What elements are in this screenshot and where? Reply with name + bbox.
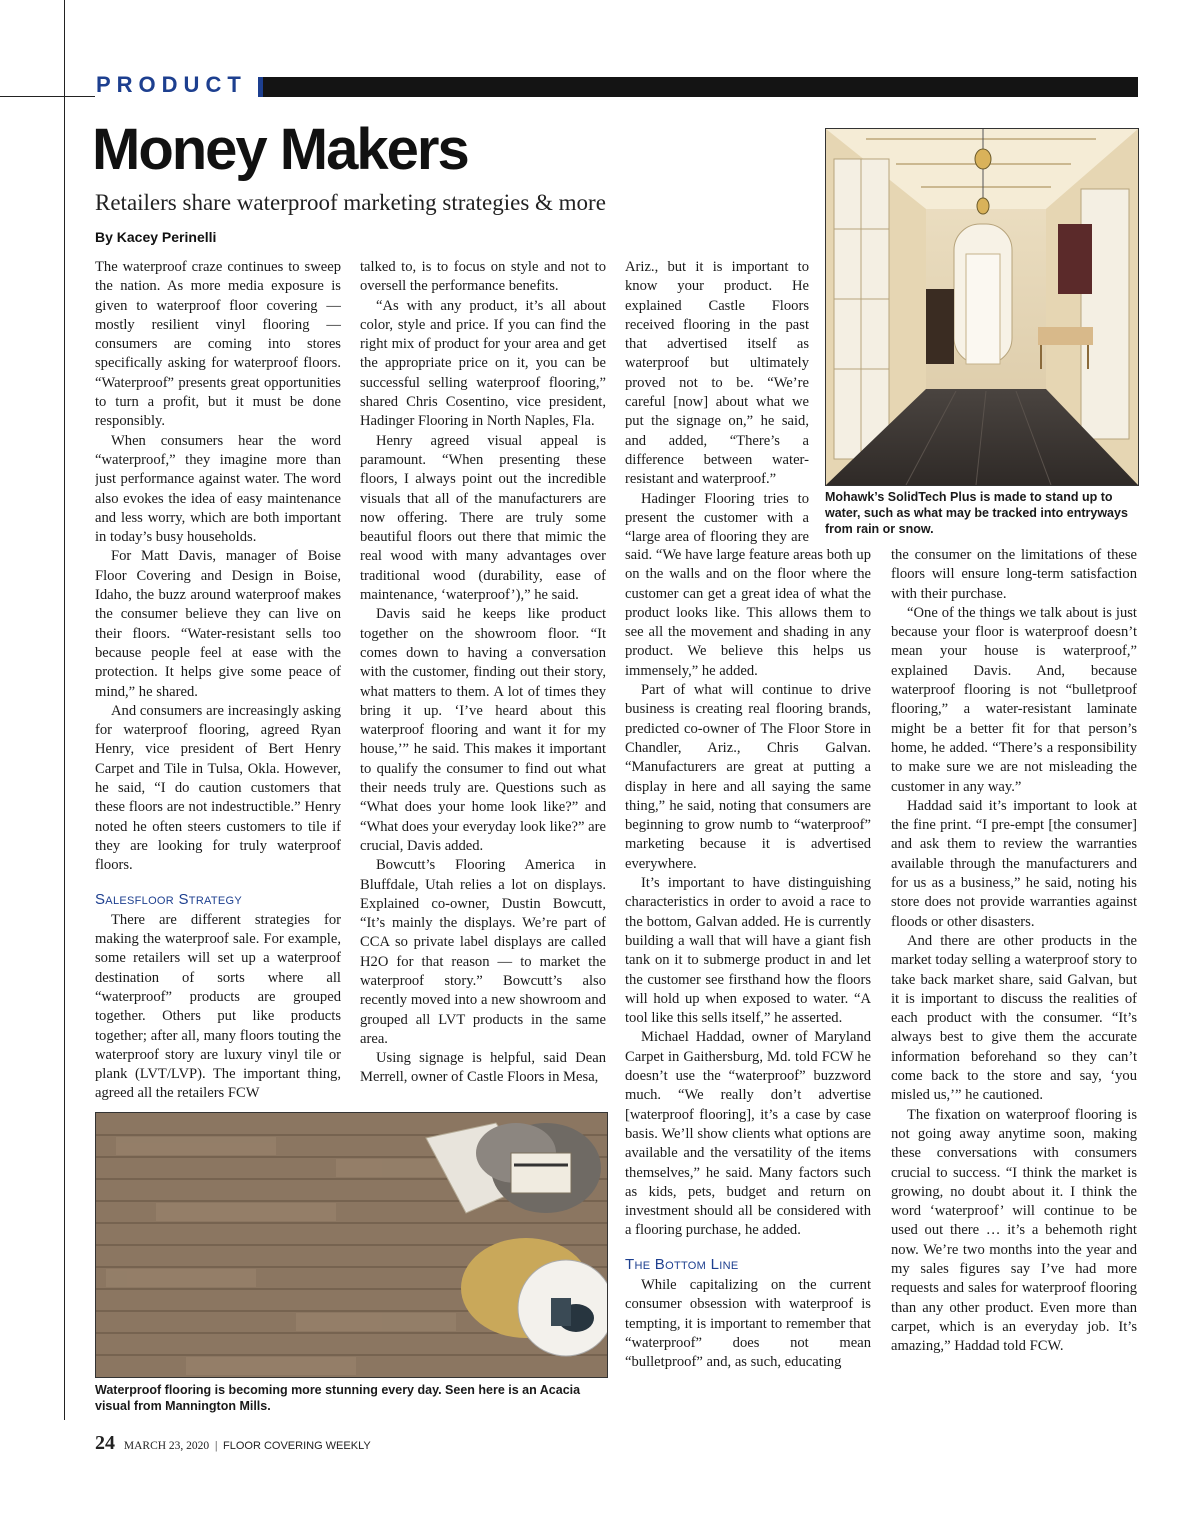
hallway-caption: Mohawk’s SolidTech Plus is made to stand up to water, such as what may be tracked into entryways from rain or snow. xyxy=(825,490,1128,536)
floor-photo xyxy=(95,1112,608,1378)
publication-name: FLOOR COVERING WEEKLY xyxy=(223,1440,371,1452)
byline: By Kacey Perinelli xyxy=(95,229,217,245)
paragraph: Ariz., but it is important to know your product. He explained Castle Floors received flooring in the past that advertised itself as waterproof but ultimately proved not to be. “We’re careful [now] about what we put the signage on,” he said, and added, “There’s a difference between water-resistant and waterproof.” xyxy=(625,259,809,488)
paragraph: Part of what will continue to drive business is creating real flooring brands, predicted co-owner of The Floor Store in Chandler, Ariz., Chris Galvan. “Manufacturers are great at putting a display in here and all saying the same thing,” he said, noting that consumers are beginning to grow numb to “waterproof” marketing because it is advertised everywhere. xyxy=(625,682,871,872)
column-1 xyxy=(95,258,341,1108)
page-folio xyxy=(95,1432,371,1455)
section-bar-accent xyxy=(258,77,263,97)
column-3 xyxy=(625,546,871,1416)
paragraph: It’s important to have distinguishing characteristics in order to avoid a race to the bottom, Galvan added. He is currently building a wall that will have a giant fish tank on it to submerge product in and let the customer see firsthand how the floors will hold up when exposed to water. “A tool like this sells itself,” he asserted. xyxy=(625,875,871,1027)
section-bar xyxy=(258,77,1138,97)
paragraph: Davis said he keeps like product together on the showroom floor. “It comes down to having a conversation with the customer, finding out their story, what matters to them. A lot of times they bring it up. ‘I’ve heard about this waterproof flooring and want it for my house,’” he said. This makes it important to qualify the consumer to find out what their needs truly are. Questions such as “What does your home look like?” and “What does your everyday look like?” are crucial, Davis added. xyxy=(360,606,606,854)
paragraph: “One of the things we talk about is just because your floor is waterproof doesn’t mean your house is waterproof,” explained Davis. And, because waterproof flooring is not “bulletproof flooring,” a water-resistant laminate might be a better fit for that person’s home, he added. “There’s a responsibility to make sure we are not misleading the customer in any way.” xyxy=(891,604,1137,795)
subhead-salesfloor-strategy: Salesfloor Strategy xyxy=(95,890,243,908)
paragraph: Hadinger Flooring tries to present the customer with a “large area of flooring they are xyxy=(625,490,809,546)
folio-separator: | xyxy=(214,1440,218,1452)
floor-caption: Waterproof flooring is becoming more stunning every day. Seen here is an Acacia visual from Mannington Mills. xyxy=(95,1383,581,1413)
paragraph: There are different strategies for making the waterproof sale. For example, some retailers will set up a waterproof destination of sorts where all “waterproof” products are grouped together. Others put like products together; after all, many floors touting the waterproof story are luxury vinyl tile or plank (LVT/LVP). The important thing, agreed all the retailers FCW xyxy=(95,911,341,1102)
subhead-bottom-line: The Bottom Line xyxy=(625,1255,739,1273)
floor-illustration xyxy=(96,1113,607,1377)
paragraph: said. “We have large feature areas both up on the walls and on the floor where the customer can get a great idea of what the product looks like. This allows them to see all the movement and shading in any product. We believe this helps us immensely,” he added. xyxy=(625,547,871,679)
column-4 xyxy=(891,546,1137,1416)
paragraph: Bowcutt’s Flooring America in Bluffdale, Utah relies a lot on displays. Explained co-owner, Dustin Bowcutt, “It’s mainly the displays. We’re part of CCA so private label displays are called H2O for that reason — to market the waterproof story.” Bowcutt’s also recently moved into a new showroom and grouped all LVT products in the same area. xyxy=(360,857,606,1047)
margin-rule xyxy=(64,0,65,1420)
paragraph: And there are other products in the market today selling a waterproof story to take back market share, said Galvan, but it is important to discuss the realities of each product with the consumer. “It’s always best to give them the accurate information beforehand so they can’t come back to the store and say, ‘you misled us,’” he cautioned. xyxy=(891,932,1137,1104)
column-3-top xyxy=(625,258,809,548)
paragraph: Haddad said it’s important to look at the fine print. “I pre-empt [the consumer] and ask them to review the warranties available through the manufacturers and for us as a business,” he said, noting his store does not provide warranties against floods or other disasters. xyxy=(891,797,1137,930)
paragraph: Henry agreed visual appeal is paramount. “When presenting these floors, I always point out the incredible visuals that all of the manufacturers are now offering. There are truly some beautiful floors out there that mimic the real wood with many advantages over traditional wood (durability, ease of maintenance, ‘waterproof’),” he said. xyxy=(360,432,606,604)
page-number: 24 xyxy=(95,1432,115,1454)
paragraph: While capitalizing on the current consumer obsession with waterproof is tempting, it is important to remember that “waterproof” does not mean “bulletproof” and, as such, educating xyxy=(625,1276,871,1371)
issue-date: MARCH 23, 2020 xyxy=(123,1440,210,1452)
paragraph: For Matt Davis, manager of Boise Floor Covering and Design in Boise, Idaho, the buzz around waterproof makes the consumer believe they can live on their floors. “Water-resistant sells too because people feel at ease with the protection. It helps give some peace of mind,” he shared. xyxy=(95,548,341,700)
margin-tick xyxy=(0,96,95,97)
hallway-illustration xyxy=(826,129,1138,485)
paragraph: Using signage is helpful, said Dean Merrell, owner of Castle Floors in Mesa, xyxy=(360,1050,606,1086)
headline: Money Makers xyxy=(92,117,468,182)
paragraph: The waterproof craze continues to sweep the nation. As more media exposure is given to waterproof floor covering — mostly resilient vinyl flooring — consumers are coming into stores specifically asking for waterproof floors. “Waterproof” presents great opportunities to turn a profit, but it must be done responsibly. xyxy=(95,259,341,430)
paragraph: Michael Haddad, owner of Maryland Carpet in Gaithersburg, Md. told FCW he doesn’t use the “waterproof” buzzword much. “We really don’t advertise [waterproof flooring], it’s a case by case basis. We’ll show clients what options are available and the versatility of the items themselves,” he said. Many factors such as kids, pets, budget and return on investment should all be considered with a flooring purchase, he added. xyxy=(625,1029,871,1239)
column-2 xyxy=(360,258,606,1108)
paragraph: “As with any product, it’s all about color, style and price. If you can find the right mix of product for your area and get the appropriate price on it, you can be successful selling waterproof flooring,” shared Chris Cosentino, vice president, Hadinger Flooring in North Naples, Fla. xyxy=(360,297,606,430)
paragraph: The fixation on waterproof flooring is not going away anytime soon, making these conversations with consumers crucial to success. “I think the market is growing, no doubt about it. I think the word ‘waterproof’ will continue to be used out there … it’s a behemoth right now. We’re two months into the year and my sales figures say I’ve had more requests and sales for waterproof flooring than any other product. Even more than carpet, which is an everyday job. It’s amazing,” Haddad told FCW. xyxy=(891,1106,1137,1355)
paragraph: When consumers hear the word “waterproof,” they imagine more than just performance against water. The word also evokes the idea of easy maintenance and less worry, which are both important in today’s busy households. xyxy=(95,432,341,546)
paragraph: the consumer on the limitations of these floors will ensure long-term satisfaction with their purchase. xyxy=(891,547,1137,602)
hallway-photo xyxy=(825,128,1139,486)
section-label: PRODUCT xyxy=(96,72,247,97)
paragraph: And consumers are increasingly asking for waterproof flooring, agreed Ryan Henry, vice president of Bert Henry Carpet and Tile in Tulsa, Okla. However, he said, “I do caution customers that these floors are not indestructible.” Henry noted he often steers customers to tile if they are looking for truly waterproof floors. xyxy=(95,702,341,874)
dek: Retailers share waterproof marketing strategies & more xyxy=(95,190,606,215)
paragraph: talked to, is to focus on style and not to oversell the performance benefits. xyxy=(360,259,606,295)
